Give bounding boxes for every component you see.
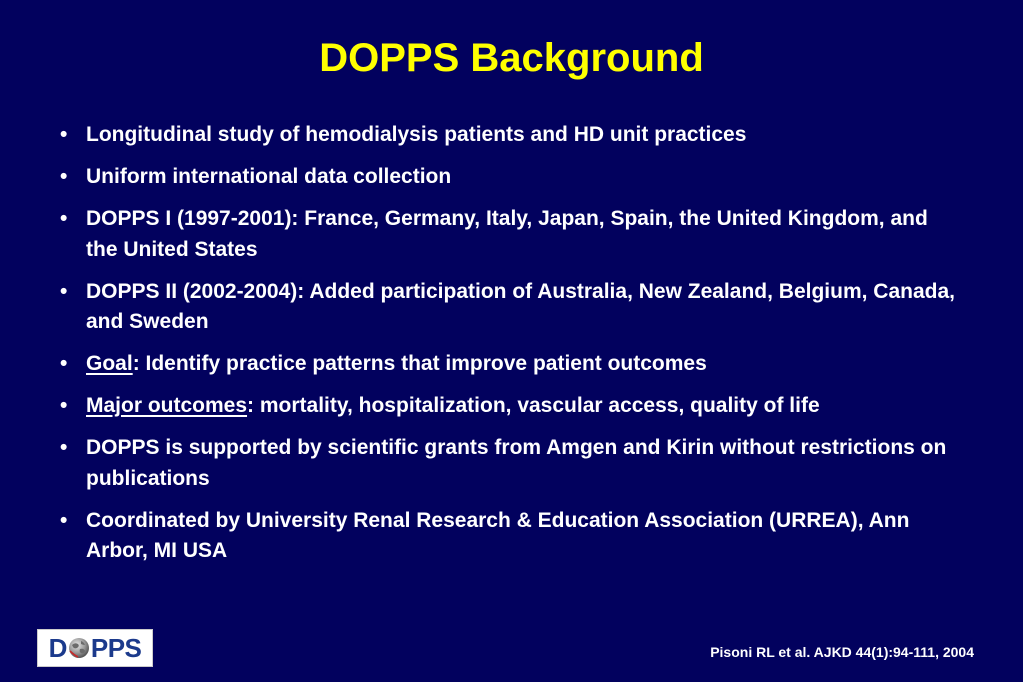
bullet-marker: • bbox=[60, 352, 68, 375]
citation: Pisoni RL et al. AJKD 44(1):94-111, 2004 bbox=[710, 644, 974, 660]
logo-text bbox=[49, 633, 142, 664]
bullet-marker: • bbox=[60, 436, 68, 459]
bullet-item bbox=[58, 391, 958, 422]
logo-prefix: D bbox=[48, 632, 67, 663]
logo-suffix: PPS bbox=[90, 632, 142, 663]
bullet-marker: • bbox=[60, 165, 68, 188]
bullet-lead-underlined: Goal bbox=[86, 352, 133, 375]
bullet-marker: • bbox=[60, 123, 68, 146]
bullet-item bbox=[58, 506, 958, 567]
bullet-lead-underlined: Major outcomes bbox=[86, 394, 248, 417]
bullet-item bbox=[58, 349, 958, 380]
bullet-item bbox=[58, 162, 958, 193]
bullet-marker: • bbox=[60, 394, 68, 417]
bullet-item bbox=[58, 433, 958, 494]
bullet-list bbox=[58, 120, 958, 578]
bullet-marker: • bbox=[60, 207, 68, 230]
bullet-text: Longitudinal study of hemodialysis patients and HD unit practices bbox=[86, 123, 747, 146]
bullet-text: : Identify practice patterns that improve patient outcomes bbox=[132, 352, 707, 375]
slide-title: DOPPS Background bbox=[319, 36, 704, 80]
bullet-text: DOPPS II (2002-2004): Added participation of Australia, New Zealand, Belgium, Canada, and Sweden bbox=[86, 279, 955, 333]
bullet-text: Coordinated by University Renal Research & Education Association (URREA), Ann Arbor, MI USA bbox=[86, 508, 910, 562]
dopps-logo bbox=[37, 629, 153, 667]
bullet-marker: • bbox=[60, 279, 68, 303]
bullet-item bbox=[58, 204, 958, 265]
bullet-item bbox=[58, 277, 958, 338]
bullet-text: : mortality, hospitalization, vascular access, quality of life bbox=[247, 394, 820, 417]
bullet-item bbox=[58, 120, 958, 151]
bullet-text: DOPPS is supported by scientific grants from Amgen and Kirin without restrictions on publications bbox=[86, 436, 947, 490]
bullet-text: DOPPS I (1997-2001): France, Germany, Italy, Japan, Spain, the United Kingdom, and the United States bbox=[86, 207, 928, 261]
bullet-marker: • bbox=[60, 508, 68, 532]
bullet-text: Uniform international data collection bbox=[86, 165, 452, 188]
globe-icon bbox=[68, 637, 90, 659]
